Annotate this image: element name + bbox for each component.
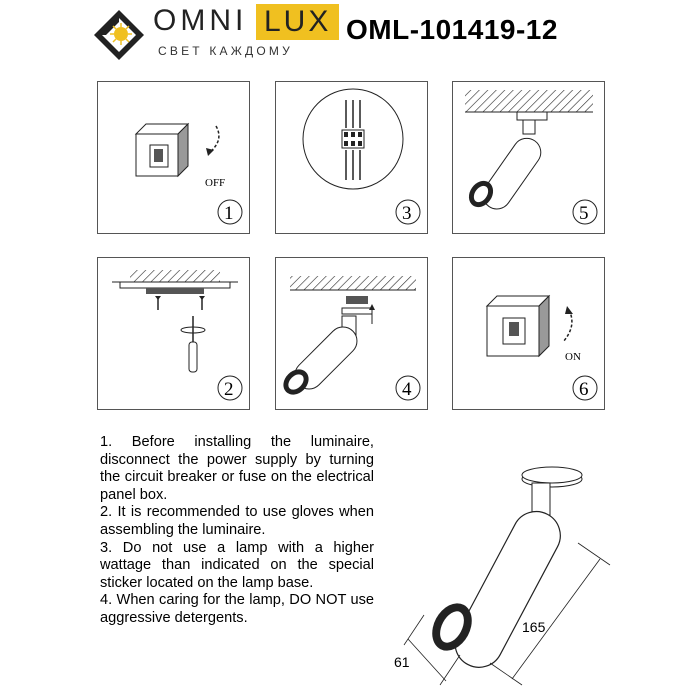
step-3-panel — [275, 81, 428, 234]
lamp-attach-illustration — [276, 258, 429, 411]
wiring-terminal-illustration — [276, 82, 429, 235]
instruction-1: 1. Before installing the luminaire, disconnect the power supply by turning the circuit breaker or fuse on the electrical panel box. — [100, 434, 374, 503]
step-6-panel — [452, 257, 605, 410]
step-6-label: ON — [565, 351, 581, 363]
brand-name-accent: LUX — [256, 4, 339, 40]
step-6-number: 6 — [579, 379, 589, 400]
dimension-drawing — [390, 455, 620, 690]
instruction-4: 4. When caring for the lamp, DO NOT use aggressive detergents. — [100, 592, 374, 626]
brand-name: OMNI — [153, 4, 248, 37]
brand-logo-icon — [92, 8, 146, 62]
step-5-panel — [452, 81, 605, 234]
step-5-number: 5 — [579, 203, 589, 224]
step-4-panel — [275, 257, 428, 410]
length-dimension: 165 — [522, 619, 546, 635]
model-number: OML-101419-12 — [346, 14, 558, 45]
step-1-number: 1 — [224, 203, 234, 224]
instructions-list — [100, 434, 374, 628]
instruction-3: 3. Do not use a lamp with a higher wattage than indicated on the special sticker located on the lamp base. — [100, 539, 374, 591]
step-4-number: 4 — [402, 379, 412, 400]
step-3-number: 3 — [402, 203, 412, 224]
step-2-panel — [97, 257, 250, 410]
brand-tagline: СВЕТ КАЖДОМУ — [158, 44, 293, 58]
step-1-label: OFF — [205, 177, 226, 189]
instruction-2: 2. It is recommended to use gloves when assembling the luminaire. — [100, 504, 374, 538]
ceiling-mount-illustration — [98, 258, 251, 411]
switch-off-illustration — [98, 82, 251, 235]
mounted-lamp-illustration — [453, 82, 606, 235]
switch-on-illustration — [453, 258, 606, 411]
step-1-panel — [97, 81, 250, 234]
diameter-dimension: 61 — [394, 654, 410, 670]
step-2-number: 2 — [224, 379, 234, 400]
